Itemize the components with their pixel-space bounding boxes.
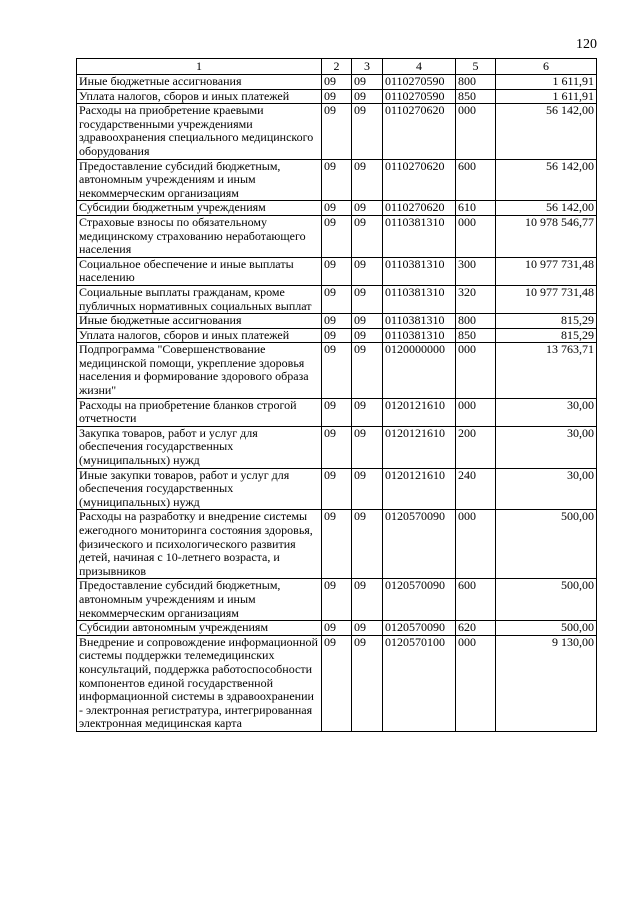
table-row [77,201,597,216]
item-name-cell: Субсидии бюджетным учреждениям [77,201,322,216]
item-name-cell: Уплата налогов, сборов и иных платежей [77,89,322,104]
amount-cell: 30,00 [496,426,597,468]
expense-type-code-cell: 300 [456,257,496,285]
column-number-row [77,59,597,75]
section-code-cell: 09 [322,75,352,90]
table-row [77,104,597,159]
subsection-code-cell: 09 [352,104,383,159]
expense-type-code-cell: 620 [456,621,496,636]
item-name-cell: Иные бюджетные ассигнования [77,75,322,90]
table-row [77,343,597,398]
budget-table [76,58,597,732]
subsection-code-cell: 09 [352,89,383,104]
table-row [77,159,597,201]
section-code-cell: 09 [322,257,352,285]
section-code-cell: 09 [322,398,352,426]
section-code-cell: 09 [322,468,352,510]
target-article-code-cell: 0110270590 [383,75,456,90]
subsection-code-cell: 09 [352,215,383,257]
target-article-code-cell: 0120121610 [383,398,456,426]
item-name-cell: Расходы на разработку и внедрение системы ежегодного мониторинга состояния здоровья, физического и психологического развития детей, начиная с 10-летнего возраста, и призывников [77,510,322,579]
amount-cell: 1 611,91 [496,89,597,104]
column-header: 5 [456,59,496,75]
section-code-cell: 09 [322,510,352,579]
item-name-cell: Внедрение и сопровождение информационной системы поддержки телемедицинских консультаций, поддержка работоспособности компонентов единой государственной информационной системы в здравоохранении - электронная регистратура, интегрированная электронная медицинская карта [77,635,322,731]
section-code-cell: 09 [322,89,352,104]
table-row [77,468,597,510]
expense-type-code-cell: 850 [456,328,496,343]
amount-cell: 815,29 [496,328,597,343]
target-article-code-cell: 0120570090 [383,579,456,621]
amount-cell: 1 611,91 [496,75,597,90]
table-row [77,75,597,90]
section-code-cell: 09 [322,635,352,731]
expense-type-code-cell: 000 [456,104,496,159]
subsection-code-cell: 09 [352,579,383,621]
target-article-code-cell: 0120000000 [383,343,456,398]
amount-cell: 10 978 546,77 [496,215,597,257]
expense-type-code-cell: 800 [456,314,496,329]
section-code-cell: 09 [322,285,352,313]
target-article-code-cell: 0110381310 [383,328,456,343]
amount-cell: 56 142,00 [496,104,597,159]
item-name-cell: Предоставление субсидий бюджетным, автономным учреждениям и иным некоммерческим организациям [77,579,322,621]
column-header: 3 [352,59,383,75]
subsection-code-cell: 09 [352,621,383,636]
item-name-cell: Расходы на приобретение краевыми государственными учреждениями здравоохранения специального медицинского оборудования [77,104,322,159]
table-body [77,75,597,732]
amount-cell: 30,00 [496,398,597,426]
expense-type-code-cell: 600 [456,159,496,201]
item-name-cell: Субсидии автономным учреждениям [77,621,322,636]
expense-type-code-cell: 800 [456,75,496,90]
expense-type-code-cell: 240 [456,468,496,510]
subsection-code-cell: 09 [352,510,383,579]
target-article-code-cell: 0110270620 [383,104,456,159]
item-name-cell: Подпрограмма "Совершенствование медицинской помощи, укрепление здоровья населения и формирование здорового образа жизни" [77,343,322,398]
subsection-code-cell: 09 [352,343,383,398]
target-article-code-cell: 0120570090 [383,510,456,579]
amount-cell: 30,00 [496,468,597,510]
section-code-cell: 09 [322,621,352,636]
table-row [77,635,597,731]
target-article-code-cell: 0110381310 [383,215,456,257]
subsection-code-cell: 09 [352,285,383,313]
expense-type-code-cell: 600 [456,579,496,621]
target-article-code-cell: 0120570090 [383,621,456,636]
table-row [77,215,597,257]
section-code-cell: 09 [322,215,352,257]
expense-type-code-cell: 000 [456,510,496,579]
section-code-cell: 09 [322,343,352,398]
table-row [77,398,597,426]
section-code-cell: 09 [322,328,352,343]
amount-cell: 10 977 731,48 [496,257,597,285]
target-article-code-cell: 0120570100 [383,635,456,731]
section-code-cell: 09 [322,579,352,621]
table-row [77,621,597,636]
expense-type-code-cell: 000 [456,635,496,731]
item-name-cell: Уплата налогов, сборов и иных платежей [77,328,322,343]
item-name-cell: Расходы на приобретение бланков строгой отчетности [77,398,322,426]
subsection-code-cell: 09 [352,468,383,510]
expense-type-code-cell: 200 [456,426,496,468]
target-article-code-cell: 0110381310 [383,314,456,329]
amount-cell: 500,00 [496,510,597,579]
table-row [77,426,597,468]
amount-cell: 10 977 731,48 [496,285,597,313]
section-code-cell: 09 [322,426,352,468]
column-header: 2 [322,59,352,75]
amount-cell: 56 142,00 [496,201,597,216]
target-article-code-cell: 0120121610 [383,468,456,510]
expense-type-code-cell: 000 [456,398,496,426]
amount-cell: 56 142,00 [496,159,597,201]
subsection-code-cell: 09 [352,328,383,343]
amount-cell: 500,00 [496,579,597,621]
column-header: 4 [383,59,456,75]
item-name-cell: Иные закупки товаров, работ и услуг для обеспечения государственных (муниципальных) нужд [77,468,322,510]
table-row [77,328,597,343]
subsection-code-cell: 09 [352,75,383,90]
item-name-cell: Иные бюджетные ассигнования [77,314,322,329]
target-article-code-cell: 0110270620 [383,159,456,201]
amount-cell: 815,29 [496,314,597,329]
target-article-code-cell: 0110270590 [383,89,456,104]
page-number: 120 [576,37,597,52]
subsection-code-cell: 09 [352,159,383,201]
item-name-cell: Закупка товаров, работ и услуг для обеспечения государственных (муниципальных) нужд [77,426,322,468]
section-code-cell: 09 [322,104,352,159]
table-row [77,314,597,329]
section-code-cell: 09 [322,201,352,216]
expense-type-code-cell: 000 [456,215,496,257]
subsection-code-cell: 09 [352,635,383,731]
column-header: 6 [496,59,597,75]
item-name-cell: Социальные выплаты гражданам, кроме публичных нормативных социальных выплат [77,285,322,313]
amount-cell: 500,00 [496,621,597,636]
amount-cell: 13 763,71 [496,343,597,398]
table-row [77,510,597,579]
target-article-code-cell: 0120121610 [383,426,456,468]
expense-type-code-cell: 000 [456,343,496,398]
target-article-code-cell: 0110381310 [383,257,456,285]
column-header: 1 [77,59,322,75]
target-article-code-cell: 0110381310 [383,285,456,313]
item-name-cell: Предоставление субсидий бюджетным, автономным учреждениям и иным некоммерческим организациям [77,159,322,201]
section-code-cell: 09 [322,314,352,329]
expense-type-code-cell: 850 [456,89,496,104]
subsection-code-cell: 09 [352,398,383,426]
expense-type-code-cell: 610 [456,201,496,216]
section-code-cell: 09 [322,159,352,201]
table-row [77,257,597,285]
subsection-code-cell: 09 [352,257,383,285]
target-article-code-cell: 0110270620 [383,201,456,216]
table-row [77,285,597,313]
subsection-code-cell: 09 [352,314,383,329]
subsection-code-cell: 09 [352,201,383,216]
table-row [77,579,597,621]
item-name-cell: Социальное обеспечение и иные выплаты населению [77,257,322,285]
subsection-code-cell: 09 [352,426,383,468]
amount-cell: 9 130,00 [496,635,597,731]
table-row [77,89,597,104]
expense-type-code-cell: 320 [456,285,496,313]
item-name-cell: Страховые взносы по обязательному медицинскому страхованию неработающего населения [77,215,322,257]
